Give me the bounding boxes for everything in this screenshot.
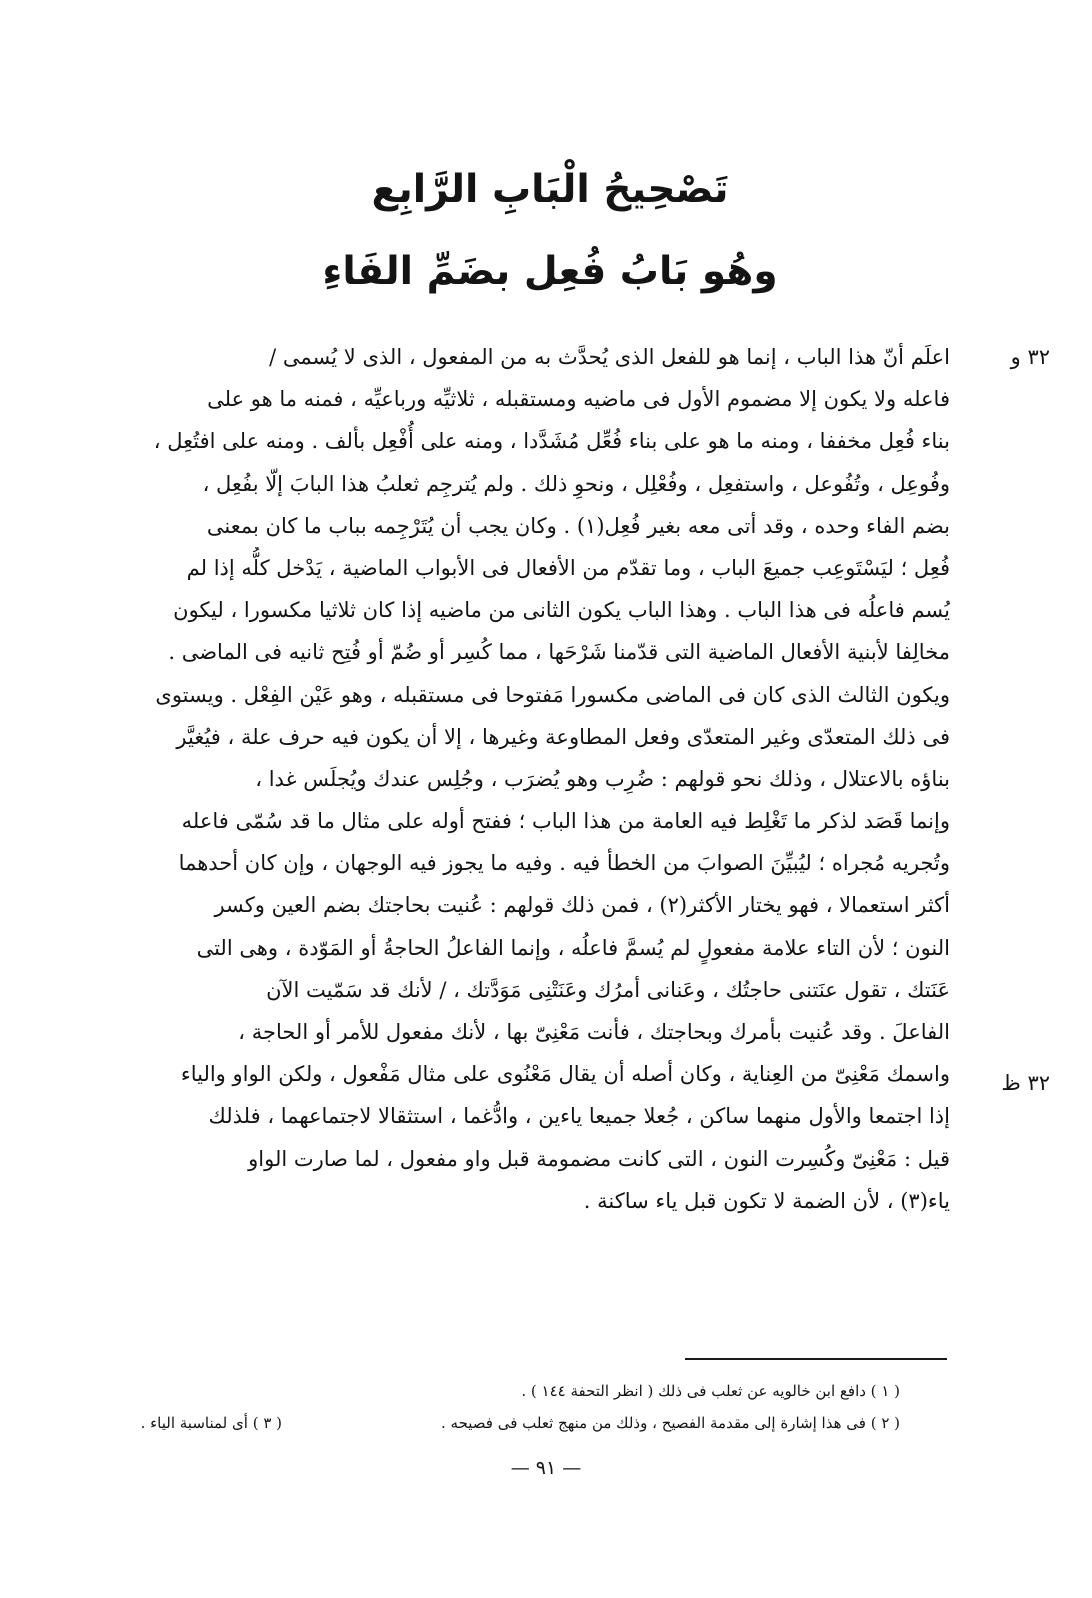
- text-line: إذا اجتمعا والأول منهما ساكن ، جُعلا جميعا ياءين ، وادُّغما ، استثقالا لاجتماعهما ، فلذلك: [208, 1104, 950, 1129]
- margin-folio-note: ٣٢ ظ: [1001, 1071, 1050, 1095]
- text-line: عَنَتك ، تقول عنَتنى حاجتُك ، وعَنانى أمرُك وعَنَتْنِى مَوَدَّتك ، / لأنك قد سَمّيت الآن: [266, 977, 950, 1002]
- footnote: ( ١ ) دافع ابن خالويه عن ثعلب فى ذلك ( انظر التحفة ١٤٤ ) .: [521, 1382, 900, 1400]
- text-line: يُسم فاعلُه فى هذا الباب . وهذا الباب يكون الثانى من ماضيه إذا كان ثلاثيا مكسورا ، ليكون: [173, 598, 950, 623]
- text-line: وتُجريه مُجراه ؛ ليُبيِّنَ الصوابَ من الخطأ فيه . وفيه ما يجوز فيه الوجهان ، وإن كان أحدهما: [178, 851, 950, 876]
- text-line: أكثر استعمالا ، فهو يختار الأكثر(٢) ، فمن ذلك قولهم : عُنيت بحاجتك بضم العين وكسر: [214, 893, 950, 918]
- footnote: ( ٢ ) فى هذا إشارة إلى مقدمة الفصيح ، وذلك من منهج ثعلب فى فصيحه .: [440, 1414, 900, 1432]
- text-line: فُعِل ؛ ليَسْتَوعِب جميعَ الباب ، وما تقدّم من الأفعال فى الأبواب الماضية ، يَدْخل كلُّه إذا لم: [186, 555, 950, 580]
- text-line: بناء فُعِل مخففا ، ومنه ما هو على بناء فُعِّل مُشَدَّدا ، ومنه على أُفْعِل بألف . ومنه على افتُعِل ،: [153, 429, 950, 454]
- margin-folio-note: ٣٢ و: [1010, 345, 1050, 369]
- text-line: بناؤه بالاعتلال ، وذلك نحو قولهم : ضُرِب وهو يُضرَب ، وجُلِس عندك ويُجلَس غدا ،: [255, 766, 950, 791]
- text-line: الفاعلَ . وقد عُنيت بأمرك وبحاجتك ، فأنت مَعْنِىّ بها ، لأنك مفعول للأمر أو الحاجة ،: [238, 1020, 950, 1044]
- text-line: اعلَم أنّ هذا الباب ، إنما هو للفعل الذى يُحدَّث به من المفعول ، الذى لا يُسمى /: [269, 345, 950, 369]
- text-line: وإنما قَصَد لذكر ما تَغْلِط فيه العامة من هذا الباب ؛ ففتح أوله على مثال ما قد سُمّى فاعله: [181, 809, 950, 834]
- footnote-separator: [685, 1358, 947, 1360]
- body-text: [150, 336, 950, 1222]
- text-line: فى ذلك المتعدّى وغير المتعدّى وفعل المطاوعة وغيرها ، إلا أن يكون فيه حرف علة ، فيُغيَّر: [176, 724, 950, 749]
- text-line: ويكون الثالث الذى كان فى الماضى مكسورا مَفتوحا فى مستقبله ، وهو عَيْن الفِعْل . ويستوى: [155, 682, 950, 707]
- text-line: بضم الفاء وحده ، وقد أتى معه بغير فُعِل(١) . وكان يجب أن يُتَرْجِمه بباب ما كان بمعنى: [206, 513, 950, 538]
- text-line: ياء(٣) ، لأن الضمة لا تكون قبل ياء ساكنة .: [583, 1188, 950, 1213]
- chapter-title: تَصْحِيحُ الْبَابِ الرَّابِع: [371, 167, 729, 212]
- footnote: ( ٣ ) أى لمناسبة الياء .: [140, 1414, 282, 1432]
- text-line: مخالِفا لأبنية الأفعال الماضية التى قدّمنا شَرْحَها ، مما كُسِر أو ضُمّ أو فُتِح ثانيه فى الماضى .: [168, 640, 950, 665]
- text-line: فاعله ولا يكون إلا مضموم الأول فى ماضيه ومستقبله ، ثلاثيِّه ورباعيِّه ، فمنه ما هو على: [207, 387, 950, 412]
- text-line: واسمك مَعْنِىّ من العِناية ، وكان أصله أن يقال مَعْنُوى على مثال مَفْعول ، ولكن الواو والياء: [180, 1062, 950, 1087]
- page-number: — ٩١ —: [510, 1457, 582, 1479]
- text-line: قيل : مَعْنِىّ وكُسِرت النون ، التى كانت مضمومة قبل واو مفعول ، لما صارت الواو: [248, 1146, 950, 1171]
- text-line: النون ؛ لأن التاء علامة مفعولٍ لم يُسمَّ فاعلُه ، وإنما الفاعلُ الحاجةُ أو المَوّدة ، وهى التى: [196, 935, 950, 960]
- text-line: وفُوعِل ، وتُفُوعل ، واستفعِل ، وفُعْلِل ، ونحوِ ذلك . ولم يُترجِم ثعلبُ هذا البابَ إلّا بفُعِل ،: [202, 471, 950, 496]
- chapter-subtitle: وهُو بَابُ فُعِل بضَمِّ الفَاءِ: [322, 249, 778, 294]
